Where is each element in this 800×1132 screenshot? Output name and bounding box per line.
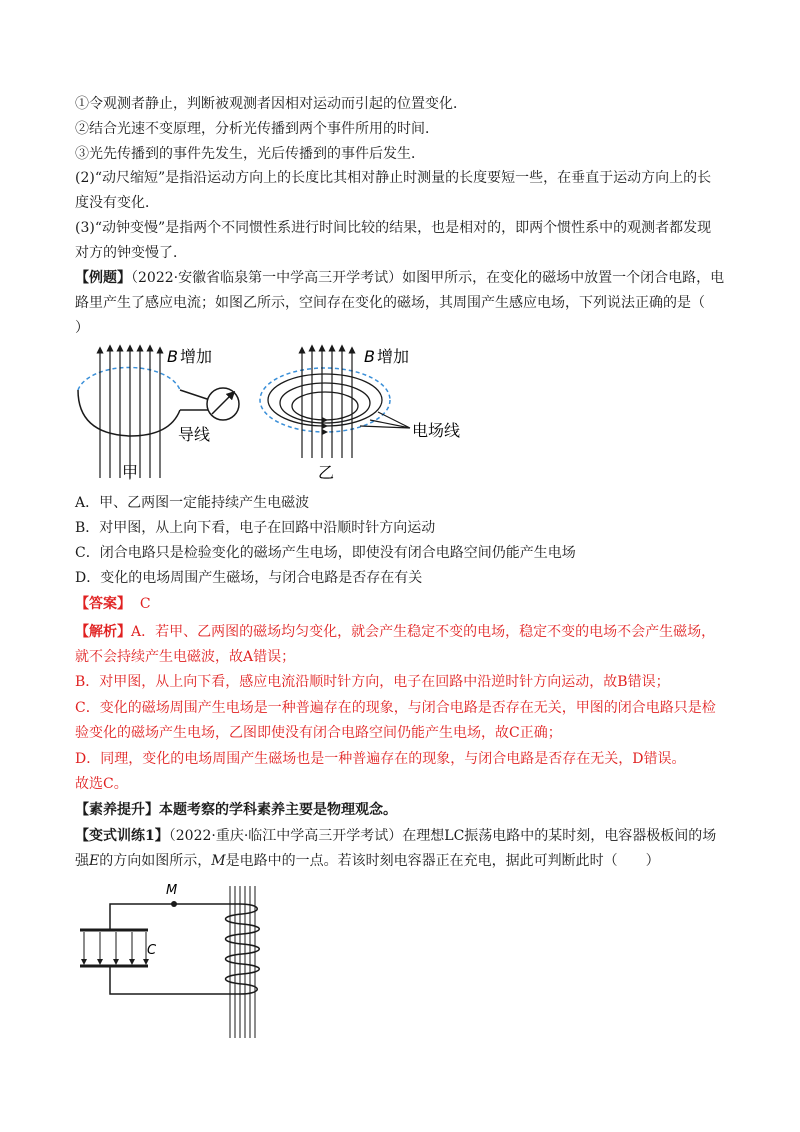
intro-item-2: ②结合光速不变原理，分析光传播到两个事件所用的时间． (75, 121, 439, 137)
yi-field-line-ring-2 (280, 383, 370, 423)
intro-item-1: ①令观测者静止，判断被观测者因相对运动而引起的位置变化． (75, 96, 467, 112)
example-tag: 【例题】 (75, 270, 131, 286)
variant-text-2a: 强 (75, 853, 89, 869)
variant-text-2c: 是电路中的一点。若该时刻电容器正在充电，据此可判断此时（ ） (225, 853, 660, 869)
option-d: D．变化的电场周围产生磁场，与闭合电路是否存在有关 (75, 570, 423, 586)
analysis-a-1: A．若甲、乙两图的磁场均匀变化，就会产生稳定不变的电场，稳定不变的电场不会产生磁场， (131, 624, 716, 640)
variant-line-2 (75, 851, 660, 871)
yi-field-line-pointer (360, 412, 410, 428)
literacy-line (75, 800, 397, 820)
inductor-coil (226, 904, 260, 994)
figure-jia-yi (60, 338, 490, 488)
variant-line-1 (75, 826, 716, 846)
variant-e-symbol: E (89, 853, 100, 869)
answer-tag: 【答案】 (75, 596, 131, 612)
figure-yi (260, 347, 460, 482)
jia-wire-label: 导线 (178, 425, 211, 444)
jia-wire-lead (180, 390, 210, 410)
answer-line (75, 594, 151, 614)
yi-direction-arrows (322, 417, 328, 435)
intro-paragraph-3-line-2: 对方的钟变慢了． (75, 245, 187, 261)
jia-b-symbol: B (167, 347, 178, 366)
variant-text-1: （2022·重庆·临江中学高三开学考试）在理想LC振荡电路中的某时刻，电容器极板间的场 (168, 828, 717, 844)
literacy-tag: 【素养提升】 (75, 802, 159, 818)
answer-value: C (139, 596, 151, 612)
yi-magnetic-field-lines (302, 348, 352, 458)
intro-paragraph-2-line-1: (2)“动尺缩短”是指沿运动方向上的长度比其相对静止时测量的长度要短一些，在垂直于运动方向上的长 (75, 170, 712, 186)
analysis-d: D．同理，变化的电场周围产生磁场也是一种普遍存在的现象，与闭合电路是否存在无关，D错误。 (75, 751, 686, 767)
analysis-line-1 (75, 622, 715, 642)
figure-lc-circuit (70, 878, 280, 1048)
jia-increase-label: 增加 (180, 347, 213, 366)
c-label: C (147, 943, 157, 958)
jia-circuit-back-dashed (78, 367, 180, 390)
analysis-c-1: C．变化的磁场周围产生电场是一种普遍存在的现象，与闭合电路是否存在无关，甲图的闭合电路只是检 (75, 700, 716, 716)
yi-field-line-ring-1 (268, 374, 382, 426)
intro-item-3: ③光先传播到的事件先发生，光后传播到的事件后发生． (75, 146, 425, 162)
m-label: M (166, 883, 178, 898)
capacitor-field-arrows (84, 932, 146, 962)
lc-wires (110, 904, 240, 994)
example-line-1 (75, 268, 724, 288)
inductor-core-lines (230, 886, 255, 1038)
variant-m-symbol: M (211, 853, 226, 869)
analysis-conclusion: 故选C。 (75, 776, 128, 792)
analysis-b: B．对甲图，从上向下看，感应电流沿顺时针方向，电子在回路中沿逆时针方向运动，故B错误； (75, 674, 670, 690)
analysis-c-2: 验变化的磁场产生电场，乙图即使没有闭合电路空间仍能产生电场，故C正确； (75, 725, 562, 741)
example-text-1: （2022·安徽省临泉第一中学高三开学考试）如图甲所示，在变化的磁场中放置一个闭合电路，电 (131, 270, 725, 286)
analysis-tag: 【解析】 (75, 624, 131, 640)
example-line-2: 路里产生了感应电流；如图乙所示，空间存在变化的磁场，其周围产生感应电场，下列说法正确的是（ (75, 295, 705, 311)
example-line-3: ） (75, 320, 89, 336)
intro-paragraph-3-line-1: (3)“动钟变慢”是指两个不同惯性系进行时间比较的结果，也是相对的，即两个惯性系中的观测者都发现 (75, 220, 712, 236)
yi-b-symbol: B (364, 347, 375, 366)
jia-field-lines (100, 348, 160, 478)
intro-paragraph-2-line-2: 度没有变化． (75, 195, 159, 211)
option-b: B．对甲图，从上向下看，电子在回路中沿顺时针方向运动 (75, 520, 436, 536)
variant-text-2b: 的方向如图所示， (99, 853, 212, 869)
figure-jia (78, 347, 239, 482)
jia-label: 甲 (122, 463, 139, 482)
yi-increase-label: 增加 (377, 347, 410, 366)
option-c: C．闭合电路只是检验变化的磁场产生电场，即使没有闭合电路空间仍能产生电场 (75, 545, 576, 561)
literacy-text: 本题考察的学科素养主要是物理观念。 (159, 802, 397, 818)
option-a: A．甲、乙两图一定能持续产生电磁波 (75, 495, 310, 511)
yi-field-line-label: 电场线 (412, 421, 461, 440)
yi-label: 乙 (318, 463, 335, 482)
point-m (171, 901, 177, 907)
analysis-a-2: 就不会持续产生电磁波，故A错误； (75, 649, 296, 665)
jia-circuit-front (78, 390, 180, 436)
variant-tag: 【变式训练1】 (75, 828, 169, 844)
